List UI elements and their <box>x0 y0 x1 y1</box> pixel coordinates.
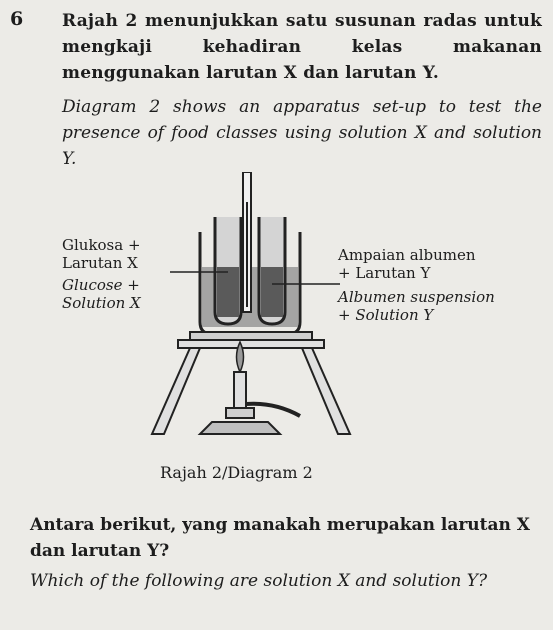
question-number: 6 <box>10 8 24 30</box>
question-text-english: Diagram 2 shows an apparatus set-up to test the presence of food classes using solution X and solution Y. <box>62 97 542 169</box>
apparatus-diagram <box>60 172 530 472</box>
right-label-malay-line-2: + Larutan Y <box>338 264 431 282</box>
left-label-english-line-1: Glucose + <box>62 276 140 294</box>
diagram-caption: Rajah 2/Diagram 2 <box>160 463 313 482</box>
prompt-english: Which of the following are solution X and solution Y? <box>30 571 488 591</box>
prompt-malay: Antara berikut, yang manakah merupakan larutan X dan larutan Y? <box>30 515 530 561</box>
left-label-english-line-2: Solution X <box>62 294 141 312</box>
left-label-english <box>62 276 141 312</box>
right-label-english <box>338 288 495 324</box>
left-label-malay-line-2: Larutan X <box>62 254 138 272</box>
right-label-english-line-2: + Solution Y <box>338 306 434 324</box>
right-label-malay <box>338 246 476 282</box>
left-label-malay <box>62 236 141 272</box>
left-label-malay-line-1: Glukosa + <box>62 236 141 254</box>
right-label-malay-line-1: Ampaian albumen <box>338 246 476 264</box>
right-label-english-line-1: Albumen suspension <box>338 288 495 306</box>
question-text-malay: Rajah 2 menunjukkan satu susunan radas untuk mengkaji kehadiran kelas makanan menggunakan larutan X dan larutan Y. <box>62 11 542 83</box>
